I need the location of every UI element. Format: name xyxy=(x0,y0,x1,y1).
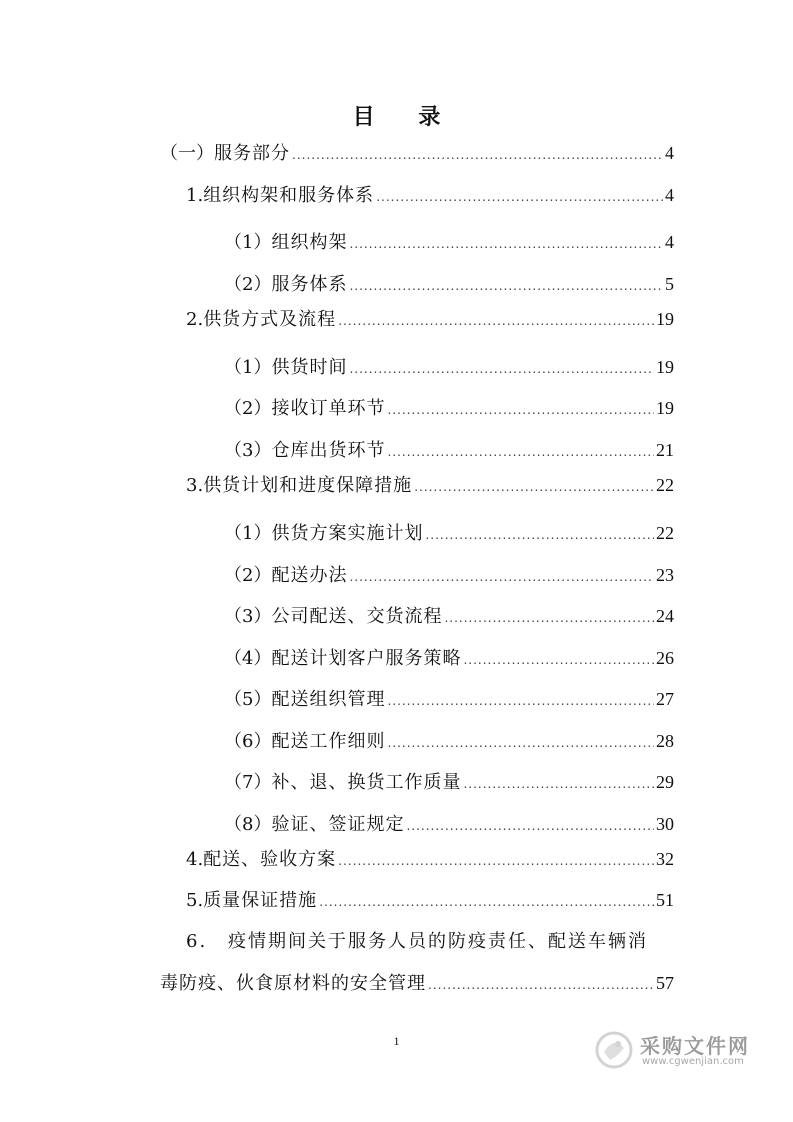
toc-entry[interactable] xyxy=(224,562,674,588)
toc-entry-page: 22 xyxy=(656,475,674,495)
toc-entry[interactable] xyxy=(224,520,674,546)
dot-leader xyxy=(414,474,654,500)
toc-entry-number: （2） xyxy=(224,565,272,586)
toc-entry-number: 5. xyxy=(186,890,204,911)
toc-entry-line2 xyxy=(160,970,674,996)
dot-leader xyxy=(349,231,663,257)
toc-entry-number: （6） xyxy=(224,731,272,752)
toc-entry-number: （1） xyxy=(224,523,272,544)
toc-entry-page: 57 xyxy=(656,973,674,993)
toc-entry[interactable] xyxy=(224,645,674,671)
toc-entry[interactable] xyxy=(224,395,674,421)
toc-entry[interactable] xyxy=(186,182,674,208)
toc-entry[interactable] xyxy=(186,846,674,872)
dot-leader xyxy=(387,688,654,714)
dot-leader xyxy=(425,522,654,548)
page-title: 目 录 xyxy=(352,104,459,130)
toc-entry-title: 供货计划和进度保障措施 xyxy=(203,475,413,496)
toc-entry-title: 配送工作细则 xyxy=(271,731,386,752)
toc-entry-title: 供货时间 xyxy=(271,357,348,378)
toc-entry-number: （1） xyxy=(224,232,272,253)
toc-entry-number: （7） xyxy=(224,772,272,793)
toc-entry-number: 6. xyxy=(186,931,208,952)
toc-entry[interactable] xyxy=(224,686,674,712)
toc-entry[interactable] xyxy=(224,811,674,837)
toc-entry-title: 组织构架 xyxy=(271,232,348,253)
toc-entry-page: 4 xyxy=(665,232,674,252)
toc-entry-title: 仓库出货环节 xyxy=(271,440,386,461)
toc-entry-page: 19 xyxy=(656,357,674,377)
dot-leader xyxy=(387,439,654,465)
dot-leader xyxy=(338,308,654,334)
toc-entry[interactable] xyxy=(224,229,674,255)
toc-entry[interactable] xyxy=(186,887,674,913)
dot-leader xyxy=(349,564,654,590)
dot-leader xyxy=(387,397,654,423)
toc-entry-title: 服务部分 xyxy=(214,143,290,164)
toc-entry-title: 疫情期间关于服务人员的防疫责任、配送车辆消 xyxy=(228,931,648,952)
toc-entry-page: 28 xyxy=(656,731,674,751)
toc-entry-page: 32 xyxy=(656,849,674,869)
dot-leader xyxy=(463,647,654,673)
toc-entry-title: 服务体系 xyxy=(271,274,348,295)
toc-entry-line1 xyxy=(186,929,648,955)
toc-entry[interactable] xyxy=(224,271,674,297)
toc-entry[interactable] xyxy=(186,472,674,498)
toc-entry-page: 21 xyxy=(656,440,674,460)
toc-entry-page: 19 xyxy=(656,309,674,329)
dot-leader xyxy=(349,356,654,382)
toc-entry-number: （2） xyxy=(224,398,272,419)
toc-entry-number: （4） xyxy=(224,648,272,669)
toc-entry-title: 接收订单环节 xyxy=(271,398,386,419)
toc-entry-page: 22 xyxy=(656,523,674,543)
toc-entry-number: 3. xyxy=(186,475,204,496)
toc-entry-page: 4 xyxy=(665,143,674,163)
toc-entry-page: 27 xyxy=(656,689,674,709)
toc-entry-number: 1. xyxy=(186,185,204,206)
toc-entry-number: （3） xyxy=(224,606,272,627)
toc-entry[interactable] xyxy=(186,306,674,332)
toc-entry-title: 质量保证措施 xyxy=(203,890,318,911)
watermark-url: www.cgwenjian.com xyxy=(642,1056,744,1067)
toc-entry-page: 26 xyxy=(656,648,674,668)
dot-leader xyxy=(376,184,663,210)
toc-entry[interactable] xyxy=(224,728,674,754)
dot-leader xyxy=(319,889,654,915)
toc-entry-number: （一） xyxy=(160,143,214,164)
toc-entry-page: 30 xyxy=(656,814,674,834)
toc-entry-number: （8） xyxy=(224,814,272,835)
toc-entry[interactable] xyxy=(160,140,674,166)
toc-entry-title: 配送办法 xyxy=(271,565,348,586)
dot-leader xyxy=(444,605,654,631)
toc-entry-title: 验证、签证规定 xyxy=(271,814,405,835)
page-number: 1 xyxy=(393,1034,400,1048)
toc-entry-number: （2） xyxy=(224,274,272,295)
toc-entry-number: （5） xyxy=(224,689,272,710)
toc-entry-title: 配送组织管理 xyxy=(271,689,386,710)
toc-entry[interactable] xyxy=(224,769,674,795)
dot-leader xyxy=(406,813,654,839)
toc-entry-title: 供货方式及流程 xyxy=(203,309,337,330)
toc-entry-page: 23 xyxy=(656,565,674,585)
dot-leader xyxy=(387,730,654,756)
toc-entry-page: 51 xyxy=(656,890,674,910)
toc-entry-page: 19 xyxy=(656,398,674,418)
toc-entry-title-cont: 毒防疫、伙食原材料的安全管理 xyxy=(160,973,426,994)
toc-entry-number: 4. xyxy=(186,849,204,870)
toc-entry-title: 配送、验收方案 xyxy=(203,849,337,870)
toc-entry[interactable] xyxy=(224,603,674,629)
toc-entry-number: 2. xyxy=(186,309,204,330)
watermark-text: 采购文件网 xyxy=(640,1034,750,1058)
toc-entry[interactable] xyxy=(224,354,674,380)
toc-entry-title: 配送计划客户服务策略 xyxy=(271,648,462,669)
dot-leader xyxy=(349,273,663,299)
toc-entry-page: 24 xyxy=(656,606,674,626)
dot-leader xyxy=(463,771,654,797)
toc-entry-number: （1） xyxy=(224,357,272,378)
dot-leader xyxy=(292,142,663,168)
toc-entry-title: 供货方案实施计划 xyxy=(271,523,424,544)
dot-leader xyxy=(428,972,654,998)
toc-entry-number: （3） xyxy=(224,440,272,461)
toc-entry[interactable] xyxy=(224,437,674,463)
toc-entry-page: 5 xyxy=(665,274,674,294)
toc-entry-title: 补、退、换货工作质量 xyxy=(271,772,462,793)
toc-entry-page: 4 xyxy=(665,185,674,205)
toc-entry-title: 公司配送、交货流程 xyxy=(271,606,443,627)
toc-entry-title: 组织构架和服务体系 xyxy=(203,185,375,206)
dot-leader xyxy=(338,848,654,874)
toc-entry-page: 29 xyxy=(656,772,674,792)
